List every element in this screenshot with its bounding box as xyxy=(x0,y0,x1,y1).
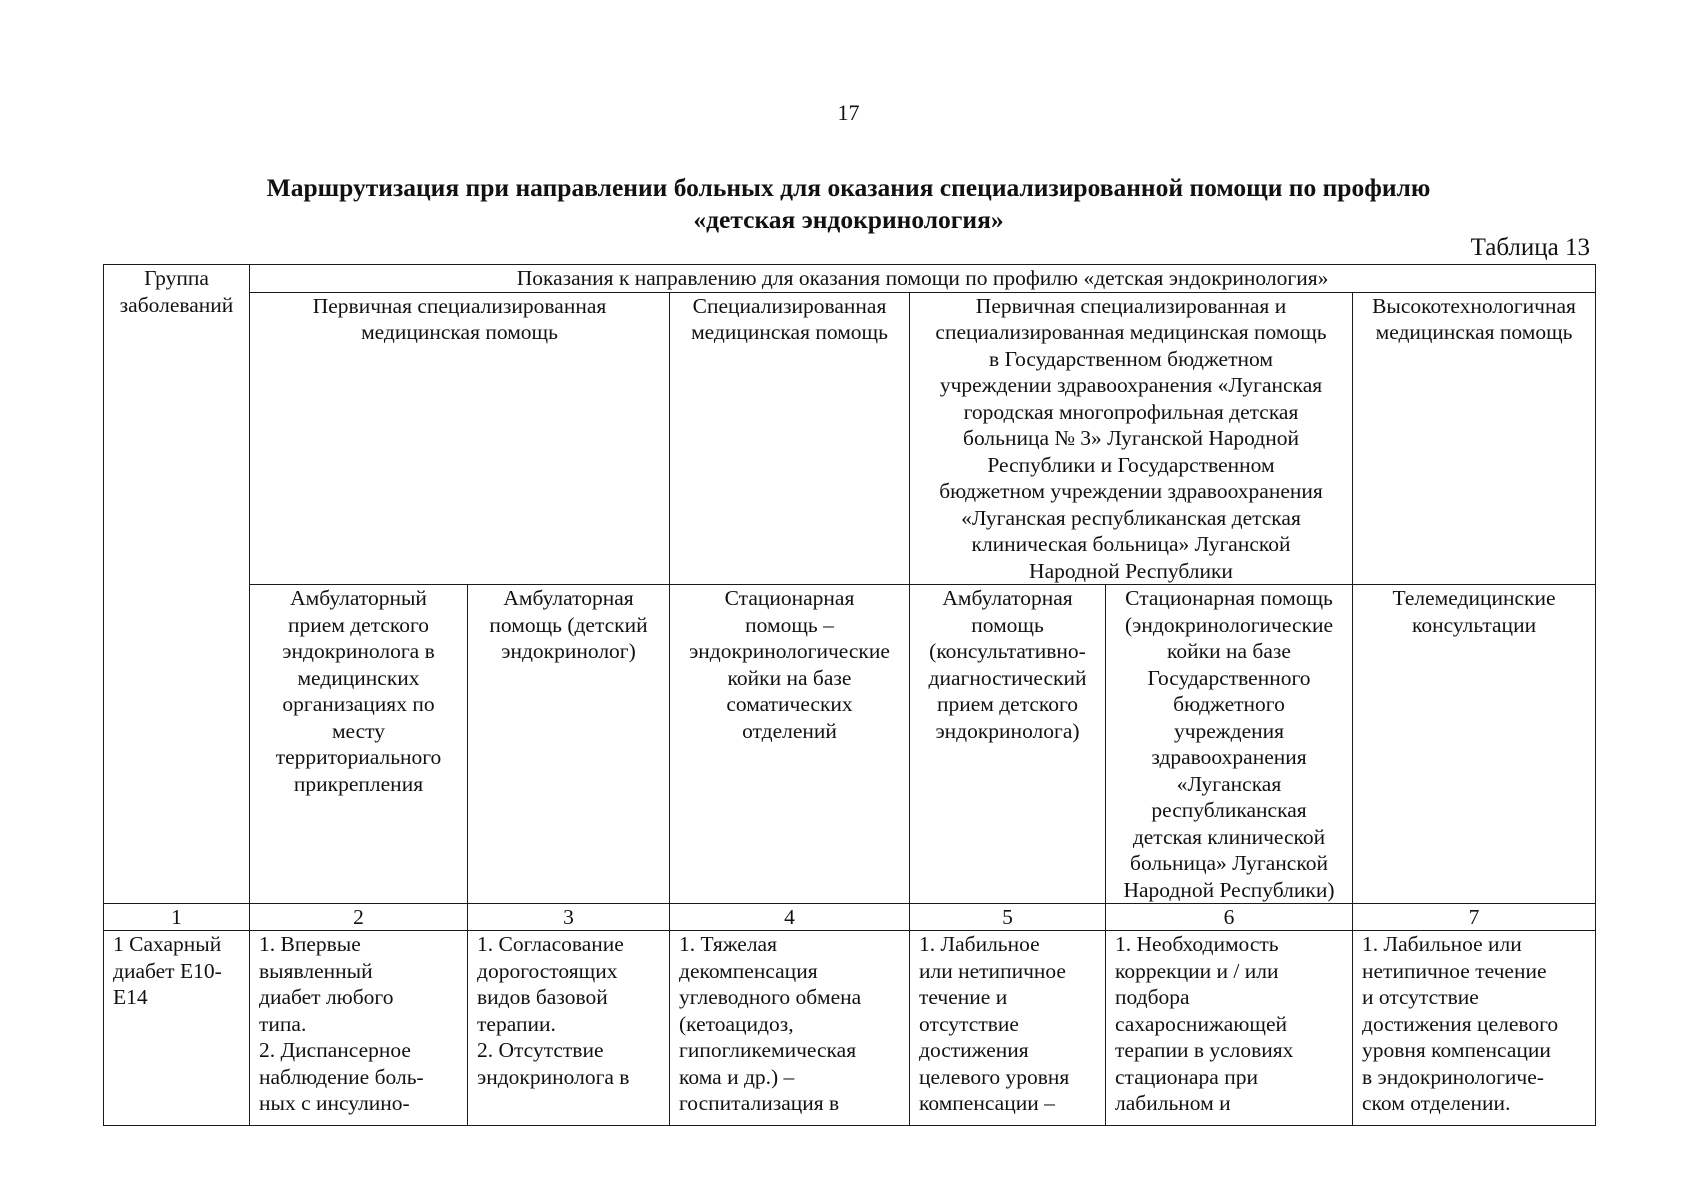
header-text-line: (консультативно- xyxy=(929,639,1086,663)
header-text-line: койки на базе xyxy=(727,665,852,690)
subcolumn-inpatient-republican xyxy=(1106,585,1353,904)
cell-text-line: 1. Тяжелая xyxy=(679,932,777,956)
table-cell xyxy=(250,931,468,1126)
header-text-line: медицинская помощь xyxy=(1375,320,1573,344)
cell-text-line: диабет любого xyxy=(259,985,394,1009)
title-line-1: Маршрутизация при направлении больных для оказания специализированной помощи по профилю xyxy=(266,173,1431,202)
header-text-line: Государственного xyxy=(1147,665,1311,690)
cell-text-line: компенсации – xyxy=(919,1091,1055,1115)
cell-text-line: E14 xyxy=(113,985,148,1009)
header-text-line: Высокотехнологичная xyxy=(1372,293,1576,318)
table-label: Таблица 13 xyxy=(1470,234,1590,261)
cell-text-line: терапии в условиях xyxy=(1115,1038,1294,1062)
cell-text-line: дорогостоящих xyxy=(477,958,618,983)
column-number: 2 xyxy=(250,904,468,931)
cell-text-line: уровня компенсации xyxy=(1362,1038,1551,1062)
header-row-1 xyxy=(104,265,1596,293)
column-number: 3 xyxy=(468,904,670,931)
header-text-line: Стационарная помощь xyxy=(1125,586,1333,610)
cell-text-line: в эндокринологиче- xyxy=(1362,1064,1544,1089)
cell-text-line: отсутствие xyxy=(919,1011,1019,1036)
header-text-line: месту xyxy=(331,718,386,743)
header-text-line: организациях по xyxy=(282,692,435,716)
column-number: 4 xyxy=(670,904,910,931)
header-text-line: республиканская xyxy=(1151,798,1307,822)
page-number: 17 xyxy=(837,100,860,125)
header-text-line: Амбулаторный xyxy=(290,586,427,610)
table-cell xyxy=(1353,931,1596,1126)
cell-text-line: стационара при xyxy=(1115,1064,1258,1089)
header-text-line: медицинских xyxy=(297,665,420,690)
cell-text-line: коррекции и / или xyxy=(1115,958,1279,983)
cell-text-line: и отсутствие xyxy=(1362,985,1479,1009)
cell-text-line: 1 Сахарный xyxy=(113,932,222,956)
cell-text-line: терапии. xyxy=(477,1011,556,1036)
table-cell xyxy=(1106,931,1353,1126)
header-text-line: Народной Республики) xyxy=(1123,877,1335,902)
cell-text-line: декомпенсация xyxy=(679,958,818,983)
header-text-line: Амбулаторная xyxy=(942,586,1073,610)
cell-text-line: 2. Отсутствие xyxy=(477,1038,604,1062)
header-text-line: диагностический xyxy=(928,665,1087,690)
header-text-line: Телемедицинские xyxy=(1392,586,1556,610)
cell-text-line: госпитализация в xyxy=(679,1091,840,1115)
header-row-2 xyxy=(104,292,1596,585)
header-text-line: Первичная специализированная xyxy=(312,293,607,318)
header-text-line: заболеваний xyxy=(119,292,234,317)
header-text-line: учреждения xyxy=(1173,718,1285,743)
cell-text-line: эндокринолога в xyxy=(477,1064,630,1089)
header-text-line: эндокринолога в xyxy=(282,639,435,663)
header-text-line: Амбулаторная xyxy=(503,586,634,610)
cell-text-line: (кетоацидоз, xyxy=(679,1011,794,1036)
subcolumn-telemedicine xyxy=(1353,585,1596,904)
table-cell xyxy=(910,931,1106,1126)
care-type-primary xyxy=(250,292,670,585)
header-text-line: «Луганская xyxy=(1176,771,1282,796)
cell-text-line: достижения целевого xyxy=(1362,1011,1559,1036)
cell-text-line: диабет E10- xyxy=(113,958,222,983)
care-type-specialized xyxy=(670,292,910,585)
column-number: 7 xyxy=(1353,904,1596,931)
document-title xyxy=(150,172,1547,236)
group-header-cell xyxy=(104,265,250,904)
cell-text-line: ных с инсулино- xyxy=(259,1091,410,1115)
table-row xyxy=(104,931,1596,1126)
header-text-line: Республики и Государственном xyxy=(987,452,1275,477)
column-number: 1 xyxy=(104,904,250,931)
header-text-line: медицинская помощь xyxy=(361,320,558,344)
column-number: 5 xyxy=(910,904,1106,931)
indications-header-cell: Показания к направлению для оказания помощи по профилю «детская эндокринология» xyxy=(250,265,1596,293)
header-text-line: помощь (детский xyxy=(489,612,648,637)
cell-text-line: кома и др.) – xyxy=(679,1064,795,1089)
header-text-line: здравоохранения xyxy=(1151,745,1307,769)
header-text-line: учреждении здравоохранения «Луганская xyxy=(939,373,1323,397)
cell-text-line: выявленный xyxy=(259,958,373,983)
header-text-line: Первичная специализированная и xyxy=(975,293,1287,318)
cell-text-line: 1. Впервые xyxy=(259,932,361,956)
cell-text-line: ском отделении. xyxy=(1362,1091,1511,1115)
cell-text-line: или нетипичное xyxy=(919,958,1066,983)
header-text-line: консультации xyxy=(1411,612,1537,637)
cell-text-line: 1. Лабильное xyxy=(919,932,1040,956)
table-cell xyxy=(468,931,670,1126)
cell-text-line: 1. Лабильное или xyxy=(1362,932,1522,956)
header-text-line: прикрепления xyxy=(293,771,424,796)
cell-text-line: углеводного обмена xyxy=(679,985,862,1009)
header-text-line: в Государственном бюджетном xyxy=(989,346,1273,371)
header-text-line: больница № 3» Луганской Народной xyxy=(963,426,1299,450)
table-cell xyxy=(670,931,910,1126)
header-text-line: отделений xyxy=(742,718,837,743)
header-text-line: Стационарная xyxy=(724,586,855,610)
column-number: 6 xyxy=(1106,904,1353,931)
title-line-2: «детская эндокринология» xyxy=(693,205,1004,234)
header-text-line: клиническая больница» Луганской xyxy=(971,532,1291,556)
header-text-line: медицинская помощь xyxy=(691,320,888,344)
header-text-line: эндокринологические xyxy=(689,639,890,663)
header-text-line: помощь – xyxy=(745,612,834,637)
header-text-line: территориального xyxy=(275,745,442,769)
cell-text-line: 1. Согласование xyxy=(477,932,624,956)
care-type-primary-and-specialized xyxy=(910,292,1353,585)
cell-text-line: нетипичное течение xyxy=(1362,958,1547,983)
cell-text-line: 1. Необходимость xyxy=(1115,932,1279,956)
cell-text-line: наблюдение боль- xyxy=(259,1064,424,1089)
header-text-line: койки на базе xyxy=(1167,639,1291,663)
cell-text-line: сахароснижающей xyxy=(1115,1011,1288,1036)
header-text-line: городская многопрофильная детская xyxy=(963,399,1299,424)
header-text-line: специализированная медицинская помощь xyxy=(935,320,1327,344)
header-text-line: Группа xyxy=(144,266,209,290)
header-text-line: прием детского xyxy=(936,692,1079,716)
disease-group-cell xyxy=(104,931,250,1126)
routing-table xyxy=(103,264,1596,1126)
header-text-line: (эндокринологические xyxy=(1125,612,1333,637)
cell-text-line: типа. xyxy=(259,1011,307,1036)
header-text-line: больница» Луганской xyxy=(1130,851,1328,875)
cell-text-line: гипогликемическая xyxy=(679,1038,857,1062)
header-text-line: бюджетного xyxy=(1173,692,1285,716)
cell-text-line: достижения xyxy=(919,1038,1029,1062)
cell-text-line: лабильном и xyxy=(1115,1091,1231,1115)
column-number-row xyxy=(104,904,1596,931)
header-text-line: соматических xyxy=(726,692,853,716)
header-text-line: помощь xyxy=(971,612,1044,637)
subcolumn-outpatient-consultative xyxy=(910,585,1106,904)
cell-text-line: подбора xyxy=(1115,985,1190,1009)
subcolumn-inpatient-somatic xyxy=(670,585,910,904)
cell-text-line: 2. Диспансерное xyxy=(259,1038,411,1062)
care-type-high-tech xyxy=(1353,292,1596,585)
cell-text-line: целевого уровня xyxy=(919,1064,1070,1089)
header-text-line: Специализированная xyxy=(692,293,887,318)
header-text-line: эндокринолог) xyxy=(501,639,636,663)
header-text-line: бюджетном учреждении здравоохранения xyxy=(939,479,1323,503)
header-text-line: эндокринолога) xyxy=(935,718,1080,743)
subcolumn-outpatient-endocrinologist xyxy=(468,585,670,904)
header-text-line: прием детского xyxy=(287,612,430,637)
header-text-line: Народной Республики xyxy=(1029,558,1233,583)
header-text-line: «Луганская республиканская детская xyxy=(961,505,1301,530)
cell-text-line: видов базовой xyxy=(477,985,608,1009)
subcolumn-outpatient-local xyxy=(250,585,468,904)
cell-text-line: течение и xyxy=(919,985,1008,1009)
header-text-line: детская клинической xyxy=(1132,824,1326,849)
header-row-3 xyxy=(104,585,1596,904)
